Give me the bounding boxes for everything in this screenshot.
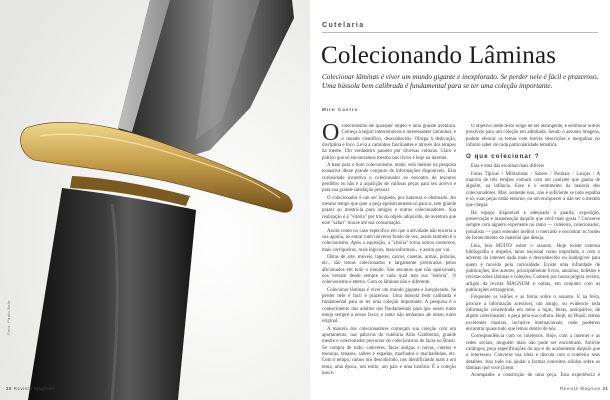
section-divider xyxy=(322,32,598,33)
paragraph: Correspondência com os cuteleiros. Hoje, com a internet e as redes sociais, ninguém mais não pode ser encontrado. Solicite catálogos, peça especificações do aço e do acabamento daquilo que o interessou. Converse sua ideia e discuta com o cuteleiro seus detalhes. Isso tudo vai ajudar a formar conceitos sólidos sobre as lâminas que você já tem. xyxy=(466,334,600,372)
paragraph: Facas Típicas / Militaristas / Sabres / Punhais / Lanças / A maioria de três tempos comuns com um canivete que ganha de alguém, na infância. Esse é o sentimento da maioria dos colecionadores. Mas, somente isso, não é suficiente se tudo espalha e só, suas peças estão entorno, ou um enriquecer a não ser o mesmo que chegar. xyxy=(466,171,600,209)
paragraph: Assim como no caso específico em que a atividade não encerra a sua agonia, ao entrar num universo fundo de vez, assim também é o colecionismo. Após a aquisição, a "vitória" torna outros contornos, mais corriqueiros, mais lógicos, mais informais... e assim por vai. xyxy=(322,228,456,253)
author-byline: Miro Castro xyxy=(322,107,359,112)
paragraph: Colecionar lâminas é viver um mundo gigante e inexplorado. Se perder nele é fácil e prazeroso. Uma bússola bem calibrada é fundamental para se ter uma coleção importante. A pesquisa é o conhecimento dos adultos dos fundamentais para que nosso rumo esteja sempre a nosso favor, e tanto não tenhamos de nosso rumo original. xyxy=(322,287,456,325)
article-title: Colecionando Lâminas xyxy=(321,42,557,69)
body-column-1 xyxy=(322,124,456,379)
paragraph xyxy=(322,124,456,162)
body-column-2 xyxy=(466,124,600,379)
page-number-left: 20 xyxy=(6,386,12,391)
paragraph: O colecionador é um ser inquieto, por natureza e obstinado. Ao mesmo tempo que quer a peça egoisticamente só para si, tem grande prazer ao mostrá-la para amigos e outros colecionadores. Sua realização é a "vitória" por trás do objeto adquirido, de aventura que esse "safari" trouxe até sua consumação. xyxy=(322,195,456,227)
drop-cap: O xyxy=(322,124,340,146)
paragraph-text: colecionismo de qualquer objeto é uma grande aventura. Começa a seguir intermináveis e interessantes caminhos, e o mundo científico, desconhecido. Obriga à dedicação, disciplina e foco. Leva a caminhos fascinantes e através dos tempos da mente. Um verdadeiro passeio por diversas culturas. Claro e prático que só encontramos mesmo nos livros e hoje na internet. xyxy=(322,124,456,161)
magazine-name-right: Revista Magnum xyxy=(560,386,601,391)
paragraph: O objetivo deste texto longe de ser abrangente, é estimular outros possíveis para um coleção em admirada. Sendo o assunto imagens, podem elencar os temas com breves descrições e mergulhar no infinito saber de cada particularidade temática. xyxy=(466,124,600,149)
paragraph: Esta é uma das escolhas mais difíceis xyxy=(471,164,545,170)
magazine-name-left: Revista Magnum xyxy=(13,386,55,391)
article-lead: Colecionar lâminas é viver um mundo gigante e inexplorado. Se perder nele é fácil e prazeroso. Uma bússola bem calibrada é fundamental para se ter uma coleção importante. xyxy=(322,73,599,90)
section-label: Cutelaria xyxy=(322,22,365,29)
paragraph: Há espaço disponível e adequado à guarda, exposição, preservação e manutenção daquilo que você mais gosta ? Converse sempre com alguém experiente no ramo — cuteleiro, colecionador, jornalista — para entender melhor o mercado e encontrar as fontes de fornecimento do material que deseja. xyxy=(466,210,600,242)
paragraph: A base para o bom colecionismo, então, está mesmo na pesquisa exaustiva desse grande conjunto de informações disponíveis. Esta curiosidade incentiva o colecionador ao encontro de tesouros perdidos ou não e à aquisição de valiosas peças para seu acervo e para sua grande satisfação pessoal. xyxy=(322,163,456,194)
paragraph: Leia, leia MUITO sobre o assunto. Hoje existe extensa bibliografia a respeito, tanto nacional como importada, e com o advento da internet nada mais é desconhecido ou inatingível para quem é movido pela curiosidade. Existe uma infinidade de publicações, dos autores, principalmente livros, anuários, boletins e revistas sobre lâminas e coleções. Comece por nossa própria revista, artigos da revista MAGNUM e outras, em conjunto com as publicações estrangeiras. xyxy=(466,243,600,293)
paragraph: Acompanhe a construção de uma peça. Esta experiência é xyxy=(471,373,600,379)
paragraph: Obras de arte, móveis, tapetes, carros, canetas, armas, pistolas, etc., são temas colecionados e largamente procurados pelos aficionados em todo o mundo. São assuntos que não apaixonam, nos versam desde sempre e cada qual tem sua "estória". O colecionismo é eterno. Com os lâminas não é diferente. xyxy=(322,254,456,286)
footer-left xyxy=(6,386,54,391)
paragraph: Frequente os leilões e as feiras sobre o assunto. E na feira, procure a informação acessível, um amigo, ou evidencie toda informação concentrada em meio a lojas, feiras, antiquários, de algum colecionador; e peça pela sua cultura. Hoje, no Brasil, temos excelentes mostras, inclusive internacionais, onde podemos encontrar quase tudo que temos dentro de nós. xyxy=(466,295,600,332)
footer-right xyxy=(560,386,608,391)
paragraph: A maioria dos colecionadores começam sua coleção com um aportamento, nas palavras do cutelaria Aldo Gamberini, grande mestre e colecionador precursor do colecionismo de facas no Brasil. Se compra de tudo: canivetes, facas antigas e novas, cutelos e tesouras, tenazes, sabres e espadas, machados e machadinhas, etc. Com o tempo, vamos nos descobrindo, nos identificando mais a um tema, uma época, um estilo, um país e uma história. É a coleção nasce. xyxy=(322,326,456,377)
page-number-right: 21 xyxy=(602,386,609,391)
photo-credit: Foto: Paulo Bahr xyxy=(6,300,11,335)
subheading: O que colecionar ? xyxy=(466,153,540,161)
